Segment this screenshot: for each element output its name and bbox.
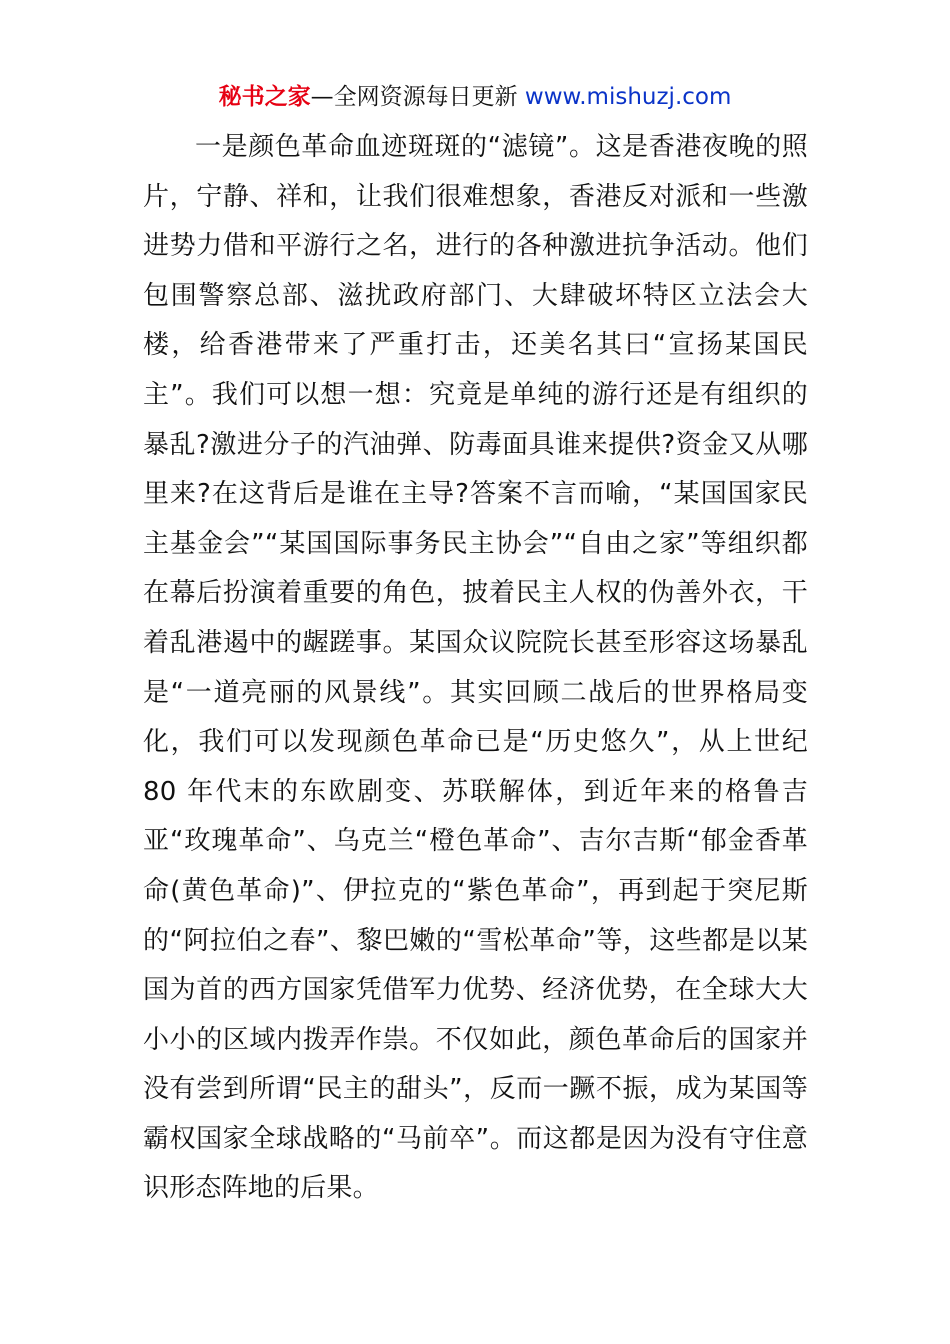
body-paragraph: 一是颜色革命血迹斑斑的“滤镜”。这是香港夜晚的照片，宁静、祥和，让我们很难想象，香港反对派和一些激进势力借和平游行之名，进行的各种激进抗争活动。他们包围警察总部、滋扰政府部门、大肆破坏特区立法会大楼，给香港带来了严重打击，还美名其曰“宣扬某国民主”。我们可以想一想：究竟是单纯的游行还是有组织的暴乱?激进分子的汽油弹、防毒面具谁来提供?资金又从哪里来?在这背后是谁在主导?答案不言而喻，“某国国家民主基金会”“某国国际事务民主协会”“自由之家”等组织都在幕后扮演着重要的角色，披着民主人权的伪善外衣，干着乱港遏中的龌蹉事。某国众议院院长甚至形容这场暴乱是“一道亮丽的风景线”。其实回顾二战后的世界格局变化，我们可以发现颜色革命已是“历史悠久”，从上世纪 80 年代末的东欧剧变、苏联解体，到近年来的格鲁吉亚“玫瑰革命”、乌克兰“橙色革命”、吉尔吉斯“郁金香革命(黄色革命)”、伊拉克的“紫色革命”，再到起于突尼斯的“阿拉伯之春”、黎巴嫩的“雪松革命”等，这些都是以某国为首的西方国家凭借军力优势、经济优势，在全球大大小小的区域内拨弄作祟。不仅如此，颜色革命后的国家并没有尝到所谓“民主的甜头”，反而一蹶不振，成为某国等霸权国家全球战略的“马前卒”。而这都是因为没有守住意识形态阵地的后果。 — [143, 132, 808, 1204]
site-url-link[interactable]: www.mishuzj.com — [524, 84, 732, 110]
header-tagline: —全网资源每日更新 — [310, 84, 525, 110]
page-header — [0, 82, 950, 112]
brand-name: 秘书之家 — [218, 84, 311, 110]
